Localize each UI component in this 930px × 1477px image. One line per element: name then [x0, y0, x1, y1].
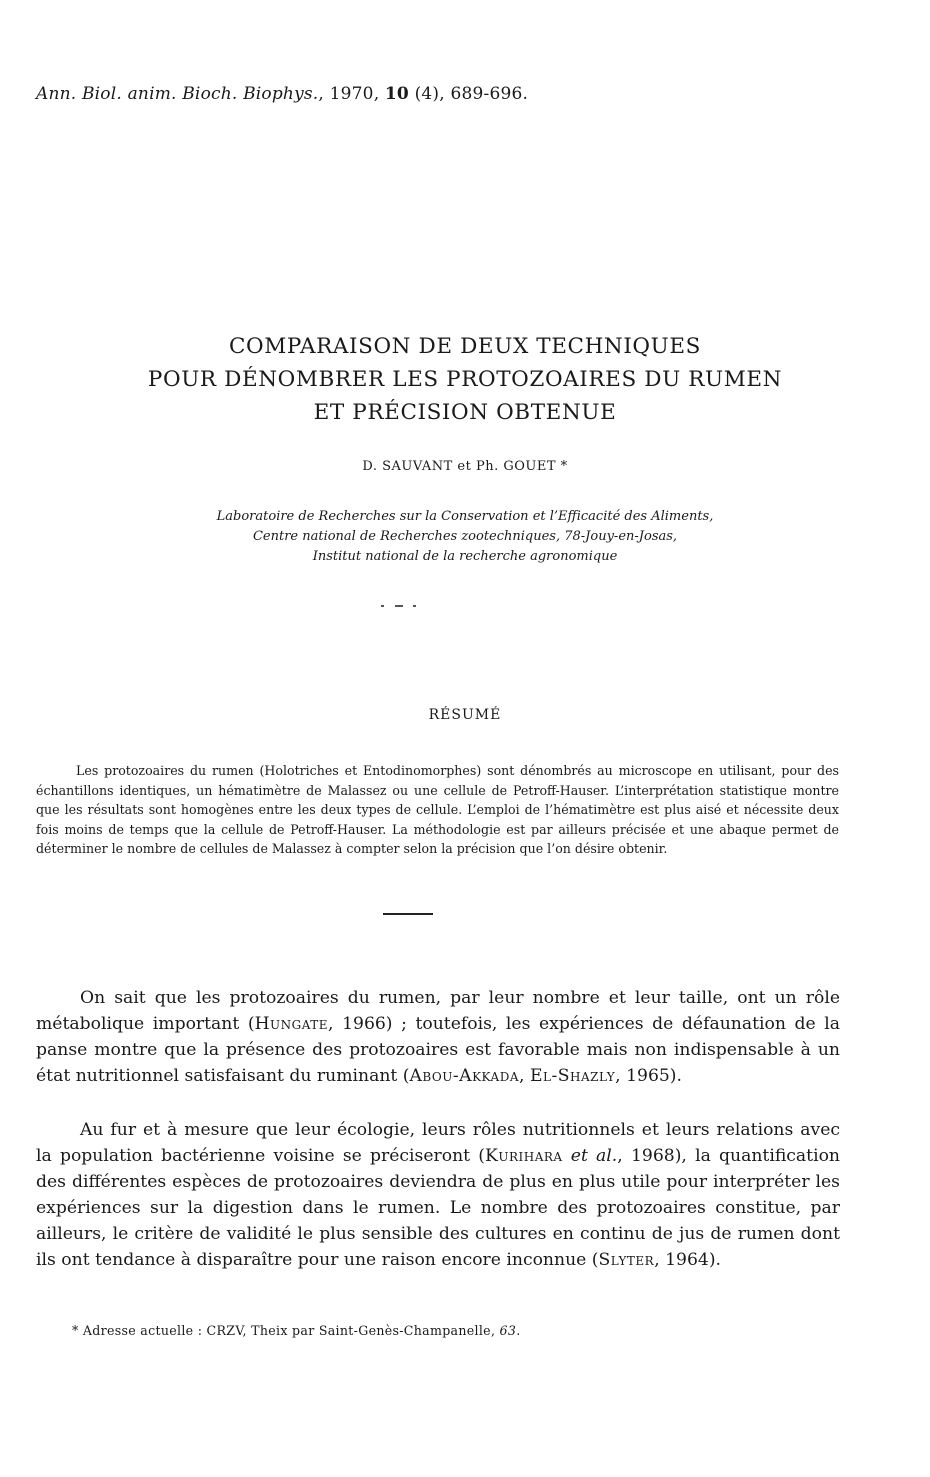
reference-etal: et al.	[562, 1146, 618, 1166]
affiliation-line-2: Centre national de Recherches zootechniques, 78-Jouy-en-Josas,	[252, 529, 678, 544]
title-line-2: POUR DÉNOMBRER LES PROTOZOAIRES DU RUMEN	[147, 367, 783, 392]
footnote-text: * Adresse actuelle : CRZV, Theix par Saint-Genès-Champanelle,	[72, 1323, 500, 1338]
citation-issue-pages: (4), 689-696.	[408, 84, 529, 104]
journal-citation	[36, 84, 636, 104]
paragraph-text: On sait que les protozoaires du rumen, par leur nombre et leur taille, ont un rôle métabolique important (	[36, 988, 840, 1034]
journal-name: Ann. Biol. anim. Bioch. Biophys.	[36, 84, 319, 104]
paragraph-text: , 1966) ; toutefois, les expériences de défaunation de la panse montre que la présence des protozoaires est favorable mais non indispensable à un état nutritionnel satisfaisant du ruminant (	[36, 1014, 840, 1086]
footnote-department: 63	[499, 1323, 517, 1338]
citation-volume: 10	[384, 84, 409, 104]
body-paragraph-2	[36, 1117, 840, 1273]
title-line-3: ET PRÉCISION OBTENUE	[313, 400, 617, 425]
reference-author: El-Shazly	[529, 1066, 616, 1086]
resume-heading: RÉSUMÉ	[428, 707, 502, 723]
reference-author: Slyter	[598, 1250, 655, 1270]
paragraph-text: , 1965).	[615, 1066, 682, 1086]
section-divider	[383, 913, 433, 915]
title-line-1: COMPARAISON DE DEUX TECHNIQUES	[229, 334, 701, 359]
article-title	[40, 330, 890, 429]
paragraph-text: Au fur et à mesure que leur écologie, leurs rôles nutritionnels et leurs relations avec la population bactérienne voisine se préciseront (	[36, 1120, 840, 1166]
reference-author: Abou-Akkada	[409, 1066, 519, 1086]
reference-author: Hungate	[254, 1014, 329, 1034]
authors: D. SAUVANT et Ph. GOUET *	[362, 459, 568, 474]
abstract-text: Les protozoaires du rumen (Holotriches et Entodinomorphes) sont dénombrés au microscope en utilisant, pour des échantillons identiques, un hématimètre de Malassez ou une cellule de Petroff-Hauser. L’interprétation statistique montre que les résultats sont homogènes entre les deux types de cellule. L’emploi de l’hématimètre est plus aisé et nécessite deux fois moins de temps que la cellule de Petroff-Hauser. La méthodologie est par ailleurs précisée et une abaque permet de déterminer le nombre de cellules de Malassez à compter selon la précision que l’on désire obtenir.	[36, 763, 839, 856]
section-ornament	[381, 605, 441, 609]
affiliation-line-1: Laboratoire de Recherches sur la Conservation et l’Efficacité des Aliments,	[216, 509, 714, 524]
footnote	[72, 1323, 832, 1338]
reference-author: Kurihara	[485, 1146, 563, 1166]
affiliation	[0, 507, 930, 567]
body-paragraph-1	[36, 985, 840, 1089]
paragraph-text: , 1968), la quantification des différentes espèces de protozoaires deviendra de plus en plus utile pour interpréter les expériences sur la digestion dans le rumen. Le nombre des protozoaires constitue, par ailleurs, le critère de validité le plus sensible des cultures en continu de jus de rumen dont ils ont tendance à disparaître pour une raison encore inconnue (	[36, 1146, 840, 1270]
paragraph-text: , 1964).	[654, 1250, 722, 1270]
affiliation-line-3: Institut national de la recherche agronomique	[312, 549, 618, 564]
paragraph-text: ,	[519, 1066, 530, 1086]
footnote-end: .	[516, 1323, 521, 1338]
citation-year: , 1970,	[318, 84, 385, 104]
